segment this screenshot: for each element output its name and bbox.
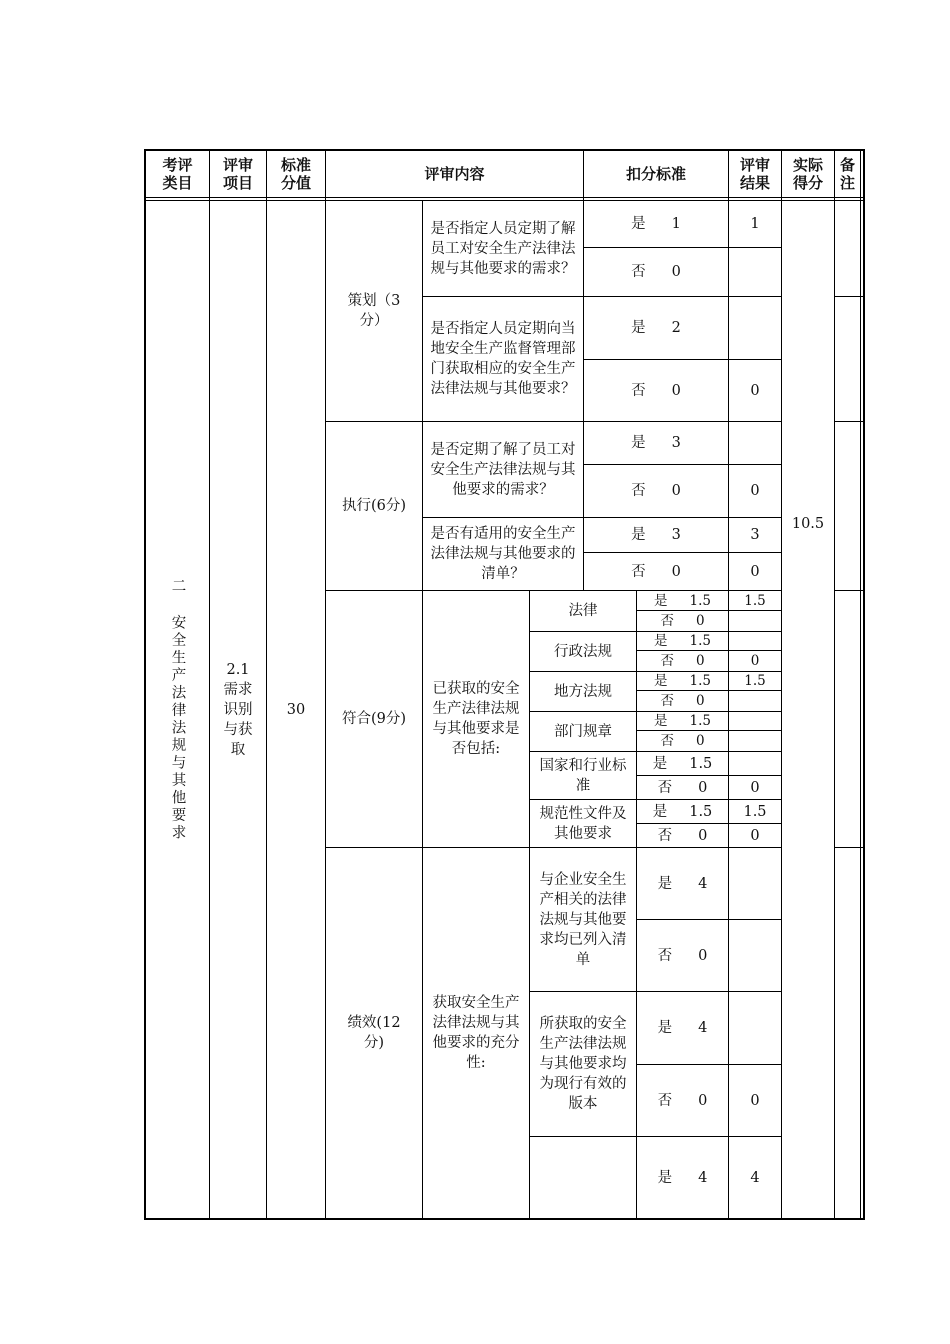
planning-q1-result-yes: 1 (750, 216, 760, 232)
compliance-row-yes: 是 1.5 (652, 755, 713, 772)
performance-row-result-yes: 4 (750, 1169, 760, 1186)
actual-score-cell: 10.5 (791, 516, 825, 532)
performance-label: 绩效(12分) (347, 1015, 401, 1051)
compliance-row-yes: 是 1.5 (654, 592, 711, 609)
compliance-row-result-yes (729, 752, 781, 775)
performance-row-yes: 是 4 (657, 875, 708, 892)
compliance-row-result-no: 0 (750, 779, 760, 796)
planning-question-1: 是否指定人员定期了解员工对安全生产法律法规与其他要求的需求？ (430, 220, 576, 277)
standard-score-cell: 30 (286, 701, 306, 718)
performance-row-name: 所获取的安全生产法律法规与其他要求均为现行有效的版本 (539, 1016, 627, 1112)
execution-q1-no: 否 0 (631, 483, 681, 499)
execution-q2-result-no: 0 (750, 563, 760, 580)
compliance-row-no: 否 0 (657, 827, 708, 844)
performance-row-no: 否 0 (657, 947, 708, 964)
compliance-row-no: 否 0 (660, 733, 705, 749)
execution-q2-result-yes: 3 (750, 527, 760, 543)
compliance-row-result-no (729, 691, 781, 711)
planning-q1-result-no (729, 248, 781, 296)
compliance-row-name: 法律 (568, 603, 598, 619)
planning-q2-yes: 是 2 (631, 320, 681, 336)
compliance-row-name: 规范性文件及其他要求 (539, 805, 627, 842)
planning-q2-no: 否 0 (631, 382, 681, 399)
execution-q2-no: 否 0 (631, 563, 681, 580)
compliance-row-yes: 是 1.5 (654, 713, 711, 729)
category-cell: 二 安全生产法律法规与其他要求 (169, 577, 186, 842)
header-category: 考评类目 (162, 156, 193, 192)
header-standard-score: 标准分值 (280, 156, 311, 192)
performance-row-result-yes (729, 848, 781, 919)
compliance-row-result-yes: 1.5 (744, 592, 766, 609)
execution-label: 执行(6分) (341, 498, 407, 514)
execution-q1-result-no: 0 (750, 483, 760, 499)
execution-question-1: 是否定期了解了员工对安全生产法律法规与其他要求的需求？ (430, 441, 576, 498)
performance-row-result-no (729, 920, 781, 991)
planning-q1-yes: 是 1 (631, 216, 681, 232)
performance-row-yes: 是 4 (657, 1020, 708, 1036)
compliance-row-result-yes: 1.5 (744, 673, 766, 689)
compliance-row-name: 国家和行业标准 (539, 757, 627, 794)
compliance-row-result-yes (729, 632, 781, 650)
performance-question: 获取安全生产法律法规与其他要求的充分性: (432, 995, 520, 1071)
compliance-row-no: 否 0 (660, 613, 705, 629)
compliance-row-result-no: 0 (750, 653, 760, 669)
performance-row-no: 否 0 (657, 1092, 708, 1109)
header-result: 评审结果 (739, 156, 770, 192)
planning-label: 策划（3分） (347, 293, 401, 329)
performance-row-name (530, 1137, 636, 1218)
execution-q1-yes: 是 3 (631, 435, 681, 451)
compliance-row-yes: 是 1.5 (652, 803, 713, 820)
item-cell: 2.1需求识别与获取 (223, 661, 253, 758)
execution-q1-result-yes (729, 422, 781, 464)
planning-q2-result-yes (729, 297, 781, 359)
execution-question-2: 是否有适用的安全生产法律法规与其他要求的清单？ (430, 526, 576, 582)
header-actual-score: 实际得分 (792, 156, 823, 192)
performance-row-result-yes (729, 992, 781, 1064)
compliance-row-no: 否 0 (660, 693, 705, 709)
compliance-row-result-no (729, 611, 781, 631)
performance-row-name: 与企业安全生产相关的法律法规与其他要求均已列入清单 (539, 871, 627, 968)
compliance-row-result-yes: 1.5 (743, 803, 767, 820)
compliance-row-result-no (729, 731, 781, 751)
header-content: 评审内容 (424, 165, 485, 183)
execution-q2-yes: 是 3 (631, 527, 681, 543)
performance-row-result-no: 0 (750, 1092, 760, 1109)
compliance-row-no: 否 0 (657, 779, 708, 796)
compliance-question: 已获取的安全生产法律法规与其他要求是否包括: (432, 681, 520, 757)
compliance-row-name: 行政法规 (554, 643, 612, 660)
compliance-row-yes: 是 1.5 (654, 633, 711, 649)
planning-question-2: 是否指定人员定期向当地安全生产监督管理部门获取相应的安全生产法律法规与其他要求？ (430, 321, 576, 397)
compliance-row-result-no: 0 (750, 827, 760, 844)
header-remark: 备注 (839, 156, 855, 192)
compliance-row-yes: 是 1.5 (654, 673, 711, 689)
compliance-label: 符合(9分) (341, 711, 407, 727)
compliance-row-result-yes (729, 712, 781, 730)
header-deduction: 扣分标准 (625, 165, 686, 183)
compliance-row-no: 否 0 (660, 653, 705, 669)
evaluation-table (144, 149, 865, 1220)
planning-q1-no: 否 0 (631, 264, 681, 280)
compliance-row-name: 地方法规 (554, 683, 612, 700)
performance-row-yes: 是 4 (657, 1169, 708, 1186)
header-item: 评审项目 (222, 156, 253, 192)
planning-q2-result-no: 0 (750, 382, 760, 399)
compliance-row-name: 部门规章 (554, 723, 612, 740)
